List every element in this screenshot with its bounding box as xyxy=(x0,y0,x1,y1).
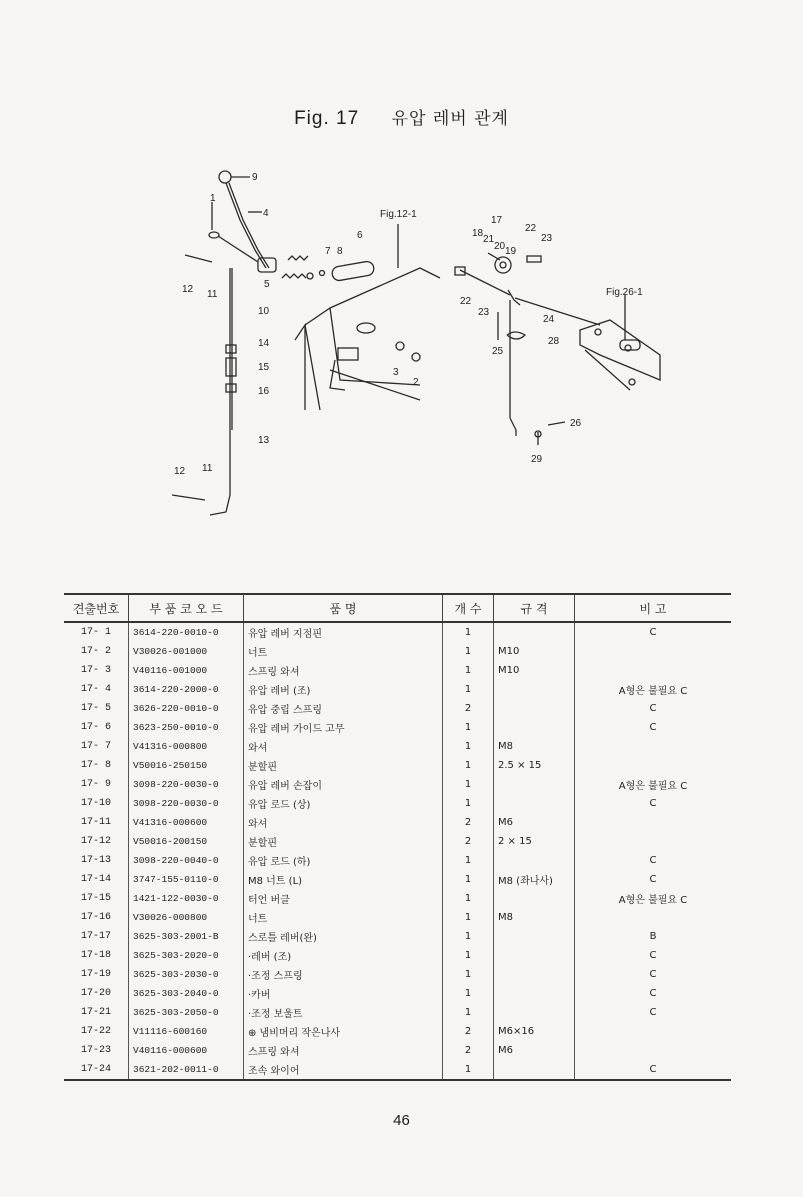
cell-part-name: 와셔 xyxy=(244,813,443,832)
table-row xyxy=(64,661,731,680)
svg-text:9: 9 xyxy=(252,172,258,183)
col-ref-no: 견출번호 xyxy=(64,594,129,622)
cell-part-code: V11116-600160 xyxy=(129,1022,244,1041)
cell-remarks: C xyxy=(575,1060,732,1080)
cell-remarks: C xyxy=(649,969,657,980)
cell-remarks xyxy=(575,1022,732,1041)
cell-spec xyxy=(494,1003,575,1022)
svg-text:11: 11 xyxy=(202,463,213,474)
table-row xyxy=(64,699,731,718)
cell-part-name: 유압 레버 (조) xyxy=(244,680,443,699)
svg-text:22: 22 xyxy=(525,223,537,234)
svg-text:19: 19 xyxy=(505,246,517,257)
cell-spec: 2.5 × 15 xyxy=(494,756,575,775)
cell-remarks: C xyxy=(649,950,657,961)
table-row xyxy=(64,737,731,756)
svg-text:8: 8 xyxy=(337,246,343,257)
cell-part-name: ·카버 xyxy=(244,984,443,1003)
cell-remarks xyxy=(575,832,732,851)
figure-number: Fig. 17 xyxy=(294,108,360,129)
cell-spec: M8 xyxy=(494,737,575,756)
svg-text:21: 21 xyxy=(483,234,495,245)
svg-text:29: 29 xyxy=(531,454,543,465)
cell-remarks xyxy=(575,737,732,756)
cell-quantity: 1 xyxy=(443,889,494,908)
page-title xyxy=(0,104,803,130)
svg-text:16: 16 xyxy=(258,386,270,397)
cell-part-code: 3098-220-0040-0 xyxy=(129,851,244,870)
cell-remarks xyxy=(575,642,732,661)
cell-remarks: C xyxy=(649,1007,657,1018)
cell-part-code: 3625-303-2040-0 xyxy=(129,984,244,1003)
col-remarks: 비 고 xyxy=(575,594,732,622)
table-row xyxy=(64,775,731,794)
cell-remarks: C xyxy=(649,722,657,733)
cell-ref-no: 17- 1 xyxy=(64,622,129,642)
cell-remarks: A형은 불필요 C xyxy=(618,686,688,697)
cell-part-code: 3625-303-2001-B xyxy=(129,927,244,946)
svg-text:1: 1 xyxy=(210,193,216,204)
cell-ref-no: 17-13 xyxy=(64,851,129,870)
svg-text:23: 23 xyxy=(541,233,553,244)
cell-quantity: 2 xyxy=(443,832,494,851)
svg-text:14: 14 xyxy=(258,338,270,349)
cell-part-code: V41316-000800 xyxy=(129,737,244,756)
cell-ref-no: 17-20 xyxy=(64,984,129,1003)
cell-spec xyxy=(494,680,575,699)
col-part-name: 품 명 xyxy=(244,594,443,622)
svg-text:26: 26 xyxy=(570,418,582,429)
cell-spec xyxy=(494,984,575,1003)
cell-remarks: C xyxy=(649,874,657,885)
cell-spec: 2 × 15 xyxy=(494,832,575,851)
cell-ref-no: 17-24 xyxy=(64,1060,129,1080)
cell-spec: M6×16 xyxy=(494,1022,575,1041)
svg-text:20: 20 xyxy=(494,241,506,252)
cell-part-code: V50016-200150 xyxy=(129,832,244,851)
cell-part-name: ⊕ 냄비머리 작은나사 xyxy=(244,1022,443,1041)
table-row xyxy=(64,1003,731,1022)
cell-ref-no: 17-16 xyxy=(64,908,129,927)
cell-part-name: 터언 버클 xyxy=(244,889,443,908)
svg-text:12: 12 xyxy=(174,466,186,477)
cell-remarks: B xyxy=(649,931,657,942)
cell-part-code: 3614-220-2000-0 xyxy=(129,680,244,699)
cell-ref-no: 17-14 xyxy=(64,870,129,889)
page-number: 46 xyxy=(393,1112,410,1129)
cell-part-code: 3098-220-0030-0 xyxy=(129,794,244,813)
svg-text:24: 24 xyxy=(543,314,555,325)
svg-text:6: 6 xyxy=(357,230,363,241)
svg-text:23: 23 xyxy=(478,307,490,318)
cell-quantity: 1 xyxy=(443,718,494,737)
cell-quantity: 1 xyxy=(443,908,494,927)
cell-part-name: 와셔 xyxy=(244,737,443,756)
table-row xyxy=(64,851,731,870)
cell-spec xyxy=(494,965,575,984)
svg-text:11: 11 xyxy=(207,289,218,300)
cell-quantity: 1 xyxy=(443,794,494,813)
svg-text:22: 22 xyxy=(460,296,472,307)
cell-quantity: 1 xyxy=(443,661,494,680)
cell-ref-no: 17-10 xyxy=(64,794,129,813)
table-row xyxy=(64,622,731,642)
cell-quantity: 1 xyxy=(443,870,494,889)
cell-quantity: 1 xyxy=(443,680,494,699)
cell-ref-no: 17- 7 xyxy=(64,737,129,756)
col-spec: 규 격 xyxy=(494,594,575,622)
cell-part-code: V41316-000600 xyxy=(129,813,244,832)
table-row xyxy=(64,832,731,851)
cell-part-code: V30026-000800 xyxy=(129,908,244,927)
table-row xyxy=(64,718,731,737)
table-row xyxy=(64,756,731,775)
cell-ref-no: 17-15 xyxy=(64,889,129,908)
cell-remarks: C xyxy=(649,855,657,866)
cell-remarks xyxy=(575,1041,732,1060)
cell-part-name: 조속 와이어 xyxy=(244,1060,443,1080)
cell-quantity: 2 xyxy=(443,1041,494,1060)
svg-text:7: 7 xyxy=(325,246,331,257)
parts-table xyxy=(64,593,731,1081)
cell-part-code: 3098-220-0030-0 xyxy=(129,775,244,794)
cell-spec xyxy=(494,718,575,737)
cell-part-name: 유압 로드 (상) xyxy=(244,794,443,813)
cell-part-code: 3621-202-0011-0 xyxy=(129,1060,244,1080)
cell-spec xyxy=(494,946,575,965)
table-row xyxy=(64,680,731,699)
cell-spec xyxy=(494,1060,575,1080)
cell-part-name: 유압 레버 손잡이 xyxy=(244,775,443,794)
cell-quantity: 2 xyxy=(443,1022,494,1041)
exploded-parts-diagram xyxy=(0,150,803,530)
cell-remarks xyxy=(575,908,732,927)
cell-part-code: V40116-001000 xyxy=(129,661,244,680)
svg-text:3: 3 xyxy=(393,367,399,378)
figure-title: 유압 레버 관계 xyxy=(391,109,509,129)
cell-ref-no: 17-12 xyxy=(64,832,129,851)
cell-remarks xyxy=(575,813,732,832)
cell-ref-no: 17- 4 xyxy=(64,680,129,699)
svg-text:5: 5 xyxy=(264,279,270,290)
cell-part-name: 스로틀 레버(완) xyxy=(244,927,443,946)
table-row xyxy=(64,642,731,661)
cell-spec: M10 xyxy=(494,661,575,680)
cell-spec xyxy=(494,699,575,718)
cell-spec xyxy=(494,851,575,870)
table-row xyxy=(64,946,731,965)
cell-quantity: 1 xyxy=(443,775,494,794)
cell-ref-no: 17-23 xyxy=(64,1041,129,1060)
svg-text:28: 28 xyxy=(548,336,560,347)
cell-part-name: ·조정 스프링 xyxy=(244,965,443,984)
table-row xyxy=(64,927,731,946)
diagram-callouts xyxy=(174,172,643,477)
table-header-row xyxy=(64,594,731,622)
cell-quantity: 1 xyxy=(443,851,494,870)
cell-part-code: 3625-303-2020-0 xyxy=(129,946,244,965)
cell-quantity: 1 xyxy=(443,1003,494,1022)
cell-part-name: 스프링 와셔 xyxy=(244,1041,443,1060)
svg-text:18: 18 xyxy=(472,228,484,239)
cell-spec: M10 xyxy=(494,642,575,661)
cell-part-name: 너트 xyxy=(244,642,443,661)
table-row xyxy=(64,889,731,908)
svg-text:17: 17 xyxy=(491,215,503,226)
cell-ref-no: 17- 8 xyxy=(64,756,129,775)
cell-spec: M8 xyxy=(494,908,575,927)
table-row xyxy=(64,794,731,813)
parts-table-body xyxy=(64,622,731,1080)
svg-text:10: 10 xyxy=(258,306,270,317)
cell-part-name: M8 너트 (L) xyxy=(244,870,443,889)
cell-remarks: A형은 불필요 C xyxy=(618,895,688,906)
cell-quantity: 1 xyxy=(443,927,494,946)
cell-part-code: V30026-001000 xyxy=(129,642,244,661)
cell-quantity: 1 xyxy=(443,737,494,756)
cell-part-code: 3625-303-2050-0 xyxy=(129,1003,244,1022)
cell-quantity: 1 xyxy=(443,622,494,642)
cell-ref-no: 17-11 xyxy=(64,813,129,832)
table-row xyxy=(64,1022,731,1041)
cell-part-code: V40116-000600 xyxy=(129,1041,244,1060)
cell-spec xyxy=(494,927,575,946)
svg-text:13: 13 xyxy=(258,435,270,446)
table-row xyxy=(64,965,731,984)
cell-remarks: C xyxy=(649,703,657,714)
cell-part-name: 유압 레버 지점핀 xyxy=(244,622,443,642)
svg-text:15: 15 xyxy=(258,362,270,373)
cell-remarks: C xyxy=(649,627,657,638)
table-row xyxy=(64,813,731,832)
cell-quantity: 1 xyxy=(443,965,494,984)
table-row xyxy=(64,984,731,1003)
cell-ref-no: 17-19 xyxy=(64,965,129,984)
col-quantity: 개 수 xyxy=(443,594,494,622)
cell-spec xyxy=(494,775,575,794)
cell-quantity: 1 xyxy=(443,1060,494,1080)
svg-text:12: 12 xyxy=(182,284,194,295)
cell-part-name: 분할핀 xyxy=(244,756,443,775)
cell-quantity: 1 xyxy=(443,984,494,1003)
cell-remarks: A형은 불필요 C xyxy=(618,781,688,792)
cell-part-name: ·레버 (조) xyxy=(244,946,443,965)
cell-spec xyxy=(494,794,575,813)
cell-part-name: 스프링 와셔 xyxy=(244,661,443,680)
table-row xyxy=(64,1060,731,1080)
cell-part-code: V50016-250150 xyxy=(129,756,244,775)
cell-remarks: C xyxy=(649,798,657,809)
cell-quantity: 2 xyxy=(443,813,494,832)
col-part-code: 부 품 코 오 드 xyxy=(129,594,244,622)
cell-part-name: ·조정 보울트 xyxy=(244,1003,443,1022)
cell-spec: M8 (좌나사) xyxy=(494,870,575,889)
cell-ref-no: 17- 6 xyxy=(64,718,129,737)
cell-part-code: 3623-250-0010-0 xyxy=(129,718,244,737)
svg-text:4: 4 xyxy=(263,208,269,219)
cell-ref-no: 17-21 xyxy=(64,1003,129,1022)
cell-remarks xyxy=(575,756,732,775)
cell-ref-no: 17- 2 xyxy=(64,642,129,661)
cell-spec: M6 xyxy=(494,813,575,832)
cell-quantity: 1 xyxy=(443,946,494,965)
cell-ref-no: 17-22 xyxy=(64,1022,129,1041)
cell-part-code: 3614-220-0010-0 xyxy=(129,622,244,642)
svg-text:25: 25 xyxy=(492,346,504,357)
cell-ref-no: 17- 9 xyxy=(64,775,129,794)
svg-text:Fig.26-1: Fig.26-1 xyxy=(606,287,643,298)
cell-spec xyxy=(494,889,575,908)
table-row xyxy=(64,908,731,927)
cell-quantity: 1 xyxy=(443,642,494,661)
cell-spec xyxy=(494,622,575,642)
cell-part-code: 3625-303-2030-0 xyxy=(129,965,244,984)
cell-part-code: 1421-122-0030-0 xyxy=(129,889,244,908)
cell-remarks xyxy=(575,661,732,680)
cell-part-code: 3626-220-0010-0 xyxy=(129,699,244,718)
cell-part-name: 유압 중립 스프링 xyxy=(244,699,443,718)
svg-text:2: 2 xyxy=(413,377,419,388)
cell-part-name: 유압 레버 가이드 고무 xyxy=(244,718,443,737)
cell-part-name: 유압 로드 (하) xyxy=(244,851,443,870)
cell-remarks: C xyxy=(649,988,657,999)
cell-part-name: 너트 xyxy=(244,908,443,927)
cell-ref-no: 17-17 xyxy=(64,927,129,946)
cell-ref-no: 17-18 xyxy=(64,946,129,965)
cell-ref-no: 17- 5 xyxy=(64,699,129,718)
cell-quantity: 2 xyxy=(443,699,494,718)
table-row xyxy=(64,870,731,889)
svg-text:Fig.12-1: Fig.12-1 xyxy=(380,209,417,220)
cell-spec: M6 xyxy=(494,1041,575,1060)
cell-quantity: 1 xyxy=(443,756,494,775)
cell-ref-no: 17- 3 xyxy=(64,661,129,680)
cell-part-name: 분할핀 xyxy=(244,832,443,851)
cell-part-code: 3747-155-0110-0 xyxy=(129,870,244,889)
table-row xyxy=(64,1041,731,1060)
